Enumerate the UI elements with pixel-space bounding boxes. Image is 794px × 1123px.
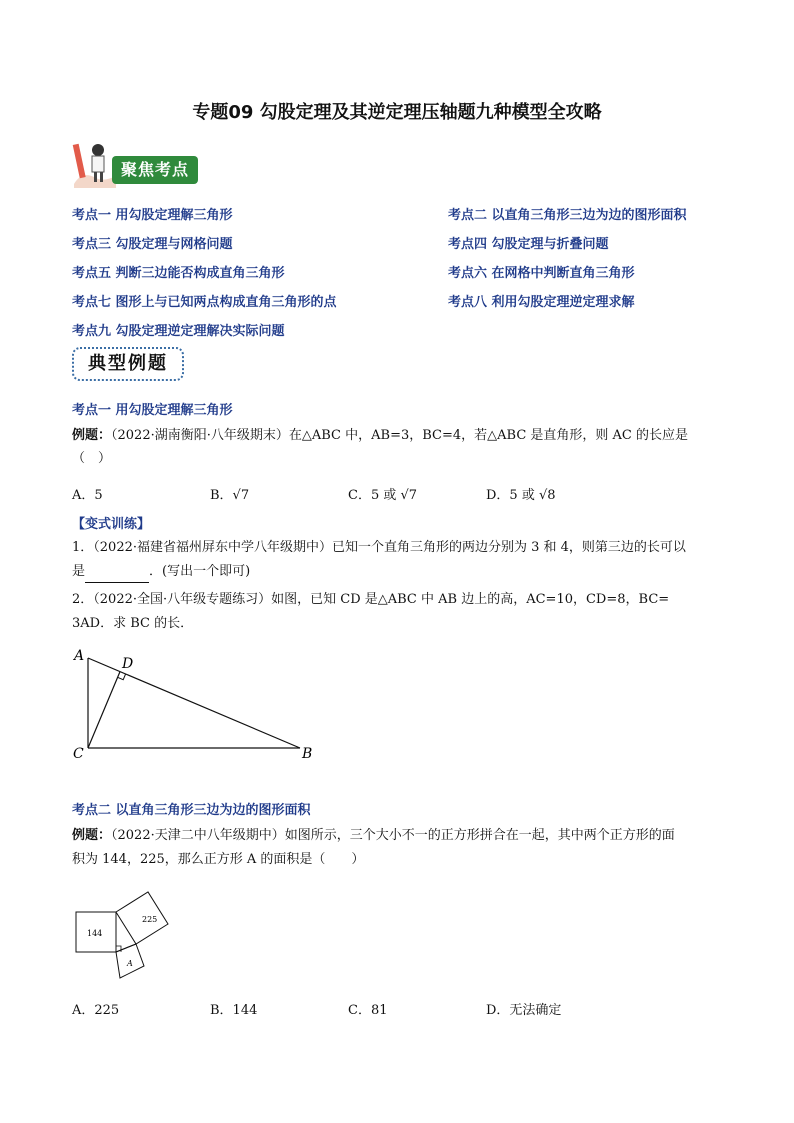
example-label: 例题： bbox=[72, 428, 112, 443]
option-b[interactable]: B．√7 bbox=[210, 488, 250, 503]
option2-b[interactable]: B．144 bbox=[210, 1003, 258, 1018]
question2-line1: 2．（2022·全国·八年级专题练习）如图，已知 CD 是△ABC 中 AB 边上的高，AC=10，CD=8，BC= bbox=[72, 592, 670, 607]
triangle-figure bbox=[68, 640, 328, 765]
answer-blank[interactable] bbox=[85, 568, 149, 583]
toc-item-5[interactable]: 考点五 判断三边能否构成直角三角形 bbox=[72, 266, 285, 281]
student-figure-icon bbox=[70, 140, 118, 190]
option2-a[interactable]: A．225 bbox=[72, 1003, 120, 1018]
example2-text-line1: （2022·天津二中八年级期中）如图所示，三个大小不一的正方形拼合在一起，其中两个正方形的面 bbox=[111, 828, 675, 843]
example-text-line2: （ ） bbox=[72, 451, 112, 466]
option-c[interactable]: C．5 或 √7 bbox=[348, 488, 418, 503]
option2-d[interactable]: D．无法确定 bbox=[486, 1003, 562, 1018]
toc-item-7[interactable]: 考点七 图形上与已知两点构成直角三角形的点 bbox=[72, 295, 337, 310]
vertex-a-label: A bbox=[74, 648, 85, 664]
section1-heading: 考点一 用勾股定理解三角形 bbox=[72, 403, 233, 418]
toc-item-3[interactable]: 考点三 勾股定理与网格问题 bbox=[72, 237, 233, 252]
option2-c[interactable]: C．81 bbox=[348, 1003, 388, 1018]
square-a-label: A bbox=[127, 959, 133, 968]
example-text-line1: （2022·湖南衡阳·八年级期末）在△ABC 中，AB=3，BC=4，若△ABC 是直角形，则 AC 的长应是 bbox=[111, 428, 688, 443]
option-d[interactable]: D．5 或 √8 bbox=[486, 488, 556, 503]
squares-figure bbox=[70, 880, 190, 990]
question1-prefix: 是 bbox=[72, 564, 86, 579]
focus-points-label: 聚焦考点 bbox=[112, 156, 198, 184]
question1-suffix: ．(写出一个即可) bbox=[149, 564, 251, 579]
question1-line1: 1．（2022·福建省福州屏东中学八年级期中）已知一个直角三角形的两边分别为 3 和 4，则第三边的长可以 bbox=[72, 540, 686, 555]
toc-item-6[interactable]: 考点六 在网格中判断直角三角形 bbox=[448, 266, 635, 281]
altitude-cd bbox=[88, 672, 120, 748]
question1-line2 bbox=[72, 561, 250, 583]
square-144-label: 144 bbox=[87, 929, 103, 938]
vertex-b-label: B bbox=[302, 746, 313, 762]
vertex-c-label: C bbox=[73, 746, 84, 762]
example2-label: 例题： bbox=[72, 828, 112, 843]
section1-example bbox=[72, 425, 732, 447]
square-225-label: 225 bbox=[142, 915, 158, 924]
question2-line2: 3AD．求 BC 的长． bbox=[72, 616, 194, 631]
variant-training-label: 【变式训练】 bbox=[72, 517, 151, 532]
toc-item-8[interactable]: 考点八 利用勾股定理逆定理求解 bbox=[448, 295, 635, 310]
examples-badge bbox=[72, 347, 184, 381]
option-a[interactable]: A．5 bbox=[72, 488, 103, 503]
section2-heading: 考点二 以直角三角形三边为边的图形面积 bbox=[72, 803, 311, 818]
examples-badge-label: 典型例题 bbox=[88, 353, 168, 374]
toc-item-4[interactable]: 考点四 勾股定理与折叠问题 bbox=[448, 237, 609, 252]
example2-text-line2: 积为 144，225，那么正方形 A 的面积是（ ） bbox=[72, 852, 365, 867]
toc-item-9[interactable]: 考点九 勾股定理逆定理解决实际问题 bbox=[72, 324, 285, 339]
side-ab bbox=[88, 658, 300, 748]
toc-item-1[interactable]: 考点一 用勾股定理解三角形 bbox=[72, 208, 233, 223]
toc-item-2[interactable]: 考点二 以直角三角形三边为边的图形面积 bbox=[448, 208, 687, 223]
vertex-d-label: D bbox=[122, 656, 134, 672]
section2-example bbox=[72, 825, 732, 847]
focus-points-badge bbox=[70, 140, 202, 190]
page-title: 专题09 勾股定理及其逆定理压轴题九种模型全攻略 bbox=[192, 102, 602, 123]
